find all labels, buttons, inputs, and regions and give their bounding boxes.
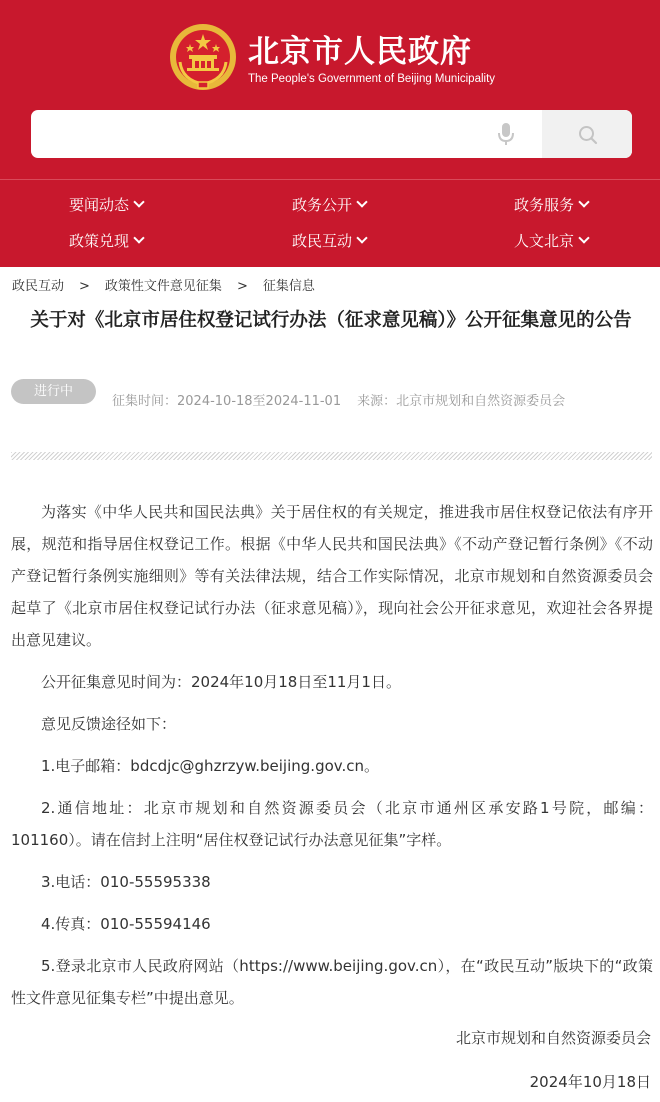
nav-item-label: 政务公开 xyxy=(292,196,353,214)
status-badge: 进行中 xyxy=(11,379,96,404)
breadcrumb-link[interactable]: 政策性文件意见征集 xyxy=(104,279,222,294)
microphone-icon[interactable] xyxy=(491,120,521,148)
chevron-down-icon xyxy=(133,196,144,207)
signature: 北京市规划和自然资源委员会 xyxy=(455,1029,651,1047)
breadcrumb xyxy=(12,275,315,294)
paragraph: 1.电子邮箱：bdcdjc@ghzrzyw.beijing.gov.cn。 xyxy=(41,757,379,775)
article-body xyxy=(11,496,653,1024)
nav-item-label: 政民互动 xyxy=(292,232,353,250)
search-bar xyxy=(31,110,632,158)
paragraph: 2.通信地址：北京市规划和自然资源委员会（北京市通州区承安路1号院，邮编：101160）。请在信封上注明“居住权登记试行办法意见征集”字样。 xyxy=(11,799,653,849)
article-source: 来源：北京市规划和自然资源委员会 xyxy=(357,394,566,409)
breadcrumb-separator: > xyxy=(79,279,90,294)
nav-item-label: 政策兑现 xyxy=(69,232,130,250)
nav-item-culture[interactable] xyxy=(514,230,588,252)
paragraph: 3.电话：010-55595338 xyxy=(41,873,211,891)
article-title: 关于对《北京市居住权登记试行办法（征求意见稿）》公开征集意见的公告 xyxy=(30,310,632,331)
main-nav xyxy=(0,180,660,267)
national-emblem-icon xyxy=(168,22,238,92)
nav-item-gov-service[interactable] xyxy=(514,194,588,216)
paragraph: 意见反馈途径如下： xyxy=(41,715,177,733)
search-input[interactable] xyxy=(31,110,491,158)
nav-item-news[interactable] xyxy=(69,194,143,216)
site-header xyxy=(0,0,660,267)
collection-period: 征集时间：2024-10-18至2024-11-01 xyxy=(112,394,342,409)
search-icon xyxy=(578,125,598,145)
paragraph: 5.登录北京市人民政府网站（https://www.beijing.gov.cn），在“政民互动”版块下的“政策性文件意见征集专栏”中提出意见。 xyxy=(11,957,653,1007)
breadcrumb-separator: > xyxy=(236,279,248,294)
chevron-down-icon xyxy=(356,196,367,207)
breadcrumb-link[interactable]: 征集信息 xyxy=(262,279,315,294)
site-title: 北京市人民政府 xyxy=(248,34,472,70)
paragraph: 4.传真：010-55594146 xyxy=(41,915,211,933)
chevron-down-icon xyxy=(133,232,144,243)
nav-item-label: 人文北京 xyxy=(514,232,575,250)
article-meta xyxy=(112,390,565,409)
site-logo[interactable] xyxy=(168,22,508,92)
paragraph: 为落实《中华人民共和国民法典》关于居住权的有关规定，推进我市居住权登记依法有序开展，规范和指导居住权登记工作。根据《中华人民共和国民法典》《不动产登记暂行条例》《不动产登记暂行条例实施细则》等有关法律法规，结合工作实际情况，北京市规划和自然资源委员会起草了《北京市居住权登记试行办法（征求意见稿）》，现向社会公开征求意见，欢迎社会各界提出意见建议。 xyxy=(11,503,653,649)
nav-item-gov-open[interactable] xyxy=(292,194,366,216)
chevron-down-icon xyxy=(356,232,367,243)
chevron-down-icon xyxy=(578,232,589,243)
nav-item-label: 要闻动态 xyxy=(69,196,130,214)
publish-date: 2024年10月18日 xyxy=(529,1073,651,1091)
site-subtitle: The People's Government of Beijing Municipality xyxy=(248,73,496,85)
paragraph: 公开征集意见时间为：2024年10月18日至11月1日。 xyxy=(41,673,401,691)
chevron-down-icon xyxy=(578,196,589,207)
search-button[interactable] xyxy=(542,110,632,158)
breadcrumb-link[interactable]: 政民互动 xyxy=(12,279,65,294)
nav-item-interaction[interactable] xyxy=(292,230,366,252)
nav-item-policy[interactable] xyxy=(69,230,143,252)
divider xyxy=(11,452,652,460)
nav-item-label: 政务服务 xyxy=(514,196,575,214)
